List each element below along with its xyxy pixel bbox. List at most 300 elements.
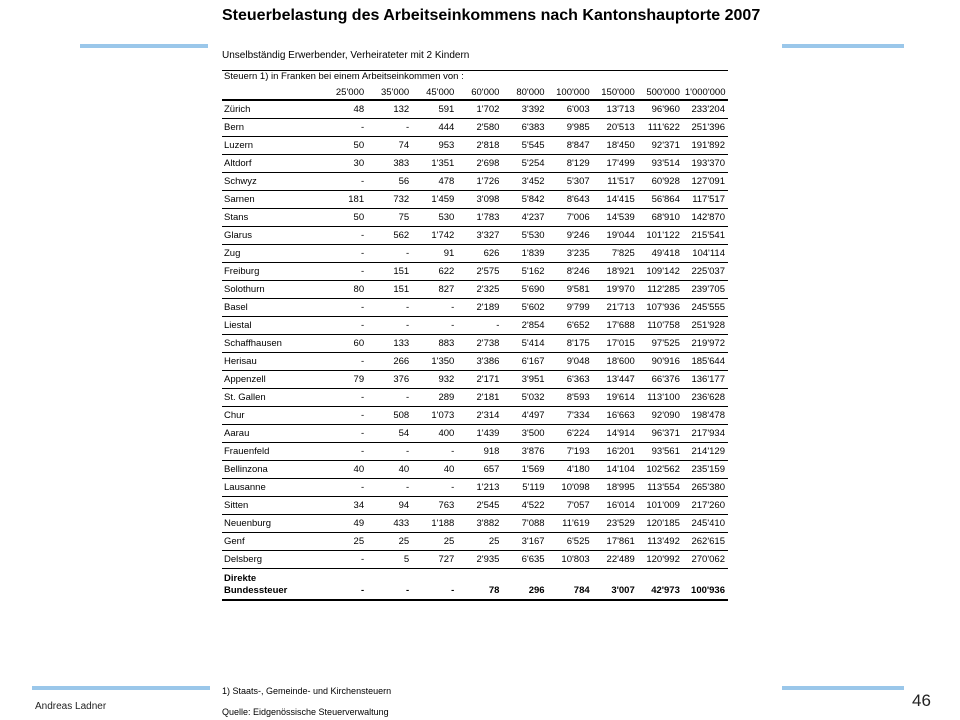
value-cell: 2'854 bbox=[502, 317, 547, 335]
value-cell: 3'392 bbox=[502, 100, 547, 119]
value-cell: 132 bbox=[367, 100, 412, 119]
value-cell: 9'985 bbox=[548, 119, 593, 137]
accent-bar-bottom-right bbox=[782, 686, 904, 690]
value-cell: 245'555 bbox=[683, 299, 728, 317]
value-cell: 101'009 bbox=[638, 497, 683, 515]
value-cell: 113'554 bbox=[638, 479, 683, 497]
value-cell: 136'177 bbox=[683, 371, 728, 389]
table-caption-row bbox=[222, 71, 728, 84]
value-cell: 433 bbox=[367, 515, 412, 533]
value-cell: 79 bbox=[322, 371, 367, 389]
author-name: Andreas Ladner bbox=[35, 701, 107, 712]
value-cell: 2'818 bbox=[457, 137, 502, 155]
value-cell: 953 bbox=[412, 137, 457, 155]
value-cell: - bbox=[367, 479, 412, 497]
value-cell: 25 bbox=[457, 533, 502, 551]
column-header: 150'000 bbox=[593, 83, 638, 100]
table-row bbox=[222, 209, 728, 227]
value-cell: 91 bbox=[412, 245, 457, 263]
value-cell: 42'973 bbox=[638, 569, 683, 601]
value-cell: 217'260 bbox=[683, 497, 728, 515]
value-cell: 21'713 bbox=[593, 299, 638, 317]
city-cell: Delsberg bbox=[222, 551, 322, 569]
value-cell: 56 bbox=[367, 173, 412, 191]
value-cell: 6'003 bbox=[548, 100, 593, 119]
city-cell: Schaffhausen bbox=[222, 335, 322, 353]
value-cell: 11'619 bbox=[548, 515, 593, 533]
value-cell: 133 bbox=[367, 335, 412, 353]
value-cell: 7'006 bbox=[548, 209, 593, 227]
value-cell: 9'581 bbox=[548, 281, 593, 299]
value-cell: 198'478 bbox=[683, 407, 728, 425]
value-cell: 13'447 bbox=[593, 371, 638, 389]
value-cell: 142'870 bbox=[683, 209, 728, 227]
value-cell: 5'119 bbox=[502, 479, 547, 497]
value-cell: 262'615 bbox=[683, 533, 728, 551]
table-row bbox=[222, 371, 728, 389]
value-cell: 54 bbox=[367, 425, 412, 443]
city-cell: Neuenburg bbox=[222, 515, 322, 533]
value-cell: 8'593 bbox=[548, 389, 593, 407]
value-cell: 5'414 bbox=[502, 335, 547, 353]
value-cell: 5'690 bbox=[502, 281, 547, 299]
value-cell: 7'334 bbox=[548, 407, 593, 425]
column-header: 35'000 bbox=[367, 83, 412, 100]
value-cell: - bbox=[367, 245, 412, 263]
value-cell: 732 bbox=[367, 191, 412, 209]
value-cell: 9'799 bbox=[548, 299, 593, 317]
value-cell: 7'088 bbox=[502, 515, 547, 533]
value-cell: 5'530 bbox=[502, 227, 547, 245]
value-cell: 25 bbox=[322, 533, 367, 551]
value-cell: 18'450 bbox=[593, 137, 638, 155]
tax-table bbox=[222, 70, 728, 601]
value-cell: 215'541 bbox=[683, 227, 728, 245]
source-note: Quelle: Eidgenössische Steuerverwaltung bbox=[222, 707, 389, 717]
city-cell: Genf bbox=[222, 533, 322, 551]
value-cell: 56'864 bbox=[638, 191, 683, 209]
value-cell: - bbox=[322, 173, 367, 191]
value-cell: 117'517 bbox=[683, 191, 728, 209]
value-cell: 1'351 bbox=[412, 155, 457, 173]
value-cell: 8'175 bbox=[548, 335, 593, 353]
table-row bbox=[222, 299, 728, 317]
value-cell: - bbox=[322, 551, 367, 569]
value-cell: 14'104 bbox=[593, 461, 638, 479]
value-cell: 97'525 bbox=[638, 335, 683, 353]
table-row bbox=[222, 461, 728, 479]
value-cell: 3'882 bbox=[457, 515, 502, 533]
value-cell: 75 bbox=[367, 209, 412, 227]
accent-bar-top-left bbox=[80, 44, 208, 48]
value-cell: 6'167 bbox=[502, 353, 547, 371]
value-cell: 236'628 bbox=[683, 389, 728, 407]
value-cell: 93'514 bbox=[638, 155, 683, 173]
value-cell: 3'007 bbox=[593, 569, 638, 601]
value-cell: 14'914 bbox=[593, 425, 638, 443]
table-row bbox=[222, 497, 728, 515]
value-cell: 8'129 bbox=[548, 155, 593, 173]
value-cell: 92'090 bbox=[638, 407, 683, 425]
city-cell: Sitten bbox=[222, 497, 322, 515]
column-header: 500'000 bbox=[638, 83, 683, 100]
total-label: Direkte Bundessteuer bbox=[222, 569, 322, 601]
value-cell: 4'237 bbox=[502, 209, 547, 227]
value-cell: 219'972 bbox=[683, 335, 728, 353]
value-cell: 478 bbox=[412, 173, 457, 191]
value-cell: 270'062 bbox=[683, 551, 728, 569]
accent-bar-bottom-left bbox=[32, 686, 210, 690]
column-header: 45'000 bbox=[412, 83, 457, 100]
value-cell: 784 bbox=[548, 569, 593, 601]
city-cell: Luzern bbox=[222, 137, 322, 155]
value-cell: - bbox=[457, 317, 502, 335]
value-cell: 17'688 bbox=[593, 317, 638, 335]
column-header-blank bbox=[222, 83, 322, 100]
value-cell: - bbox=[412, 479, 457, 497]
value-cell: 127'091 bbox=[683, 173, 728, 191]
value-cell: 1'742 bbox=[412, 227, 457, 245]
value-cell: 80 bbox=[322, 281, 367, 299]
value-cell: 49 bbox=[322, 515, 367, 533]
table-row bbox=[222, 443, 728, 461]
table-row bbox=[222, 479, 728, 497]
value-cell: - bbox=[322, 389, 367, 407]
value-cell: 17'499 bbox=[593, 155, 638, 173]
value-cell: 4'522 bbox=[502, 497, 547, 515]
value-cell: 13'713 bbox=[593, 100, 638, 119]
value-cell: 40 bbox=[412, 461, 457, 479]
value-cell: 235'159 bbox=[683, 461, 728, 479]
value-cell: 289 bbox=[412, 389, 457, 407]
table-row bbox=[222, 100, 728, 119]
value-cell: 932 bbox=[412, 371, 457, 389]
value-cell: 112'285 bbox=[638, 281, 683, 299]
city-cell: Sarnen bbox=[222, 191, 322, 209]
value-cell: 49'418 bbox=[638, 245, 683, 263]
value-cell: 6'383 bbox=[502, 119, 547, 137]
value-cell: - bbox=[322, 479, 367, 497]
value-cell: 245'410 bbox=[683, 515, 728, 533]
value-cell: - bbox=[367, 443, 412, 461]
table-row bbox=[222, 137, 728, 155]
value-cell: 5'254 bbox=[502, 155, 547, 173]
value-cell: 3'098 bbox=[457, 191, 502, 209]
column-header: 60'000 bbox=[457, 83, 502, 100]
value-cell: - bbox=[367, 569, 412, 601]
value-cell: 217'934 bbox=[683, 425, 728, 443]
value-cell: 120'992 bbox=[638, 551, 683, 569]
value-cell: - bbox=[367, 317, 412, 335]
value-cell: 90'916 bbox=[638, 353, 683, 371]
value-cell: 239'705 bbox=[683, 281, 728, 299]
value-cell: 18'995 bbox=[593, 479, 638, 497]
city-cell: Herisau bbox=[222, 353, 322, 371]
value-cell: 30 bbox=[322, 155, 367, 173]
column-header: 1'000'000 bbox=[683, 83, 728, 100]
value-cell: 508 bbox=[367, 407, 412, 425]
value-cell: - bbox=[322, 245, 367, 263]
value-cell: 6'635 bbox=[502, 551, 547, 569]
value-cell: 883 bbox=[412, 335, 457, 353]
value-cell: - bbox=[412, 569, 457, 601]
value-cell: 251'928 bbox=[683, 317, 728, 335]
value-cell: - bbox=[322, 443, 367, 461]
value-cell: - bbox=[322, 119, 367, 137]
value-cell: 2'325 bbox=[457, 281, 502, 299]
table-row bbox=[222, 353, 728, 371]
value-cell: 40 bbox=[322, 461, 367, 479]
value-cell: 2'698 bbox=[457, 155, 502, 173]
value-cell: 1'073 bbox=[412, 407, 457, 425]
page-number: 46 bbox=[912, 691, 931, 710]
table-row bbox=[222, 227, 728, 245]
value-cell: 622 bbox=[412, 263, 457, 281]
value-cell: 5'602 bbox=[502, 299, 547, 317]
value-cell: 251'396 bbox=[683, 119, 728, 137]
value-cell: - bbox=[412, 299, 457, 317]
value-cell: 181 bbox=[322, 191, 367, 209]
value-cell: 19'614 bbox=[593, 389, 638, 407]
value-cell: 120'185 bbox=[638, 515, 683, 533]
city-cell: Chur bbox=[222, 407, 322, 425]
value-cell: 7'057 bbox=[548, 497, 593, 515]
value-cell: - bbox=[367, 299, 412, 317]
value-cell: 9'048 bbox=[548, 353, 593, 371]
value-cell: 113'492 bbox=[638, 533, 683, 551]
table-row bbox=[222, 191, 728, 209]
value-cell: 562 bbox=[367, 227, 412, 245]
table-row bbox=[222, 155, 728, 173]
table-row bbox=[222, 119, 728, 137]
city-cell: Schwyz bbox=[222, 173, 322, 191]
value-cell: 727 bbox=[412, 551, 457, 569]
value-cell: 100'936 bbox=[683, 569, 728, 601]
value-cell: 225'037 bbox=[683, 263, 728, 281]
column-header: 100'000 bbox=[548, 83, 593, 100]
value-cell: 110'758 bbox=[638, 317, 683, 335]
value-cell: 2'738 bbox=[457, 335, 502, 353]
city-cell: Basel bbox=[222, 299, 322, 317]
value-cell: 3'167 bbox=[502, 533, 547, 551]
value-cell: 6'652 bbox=[548, 317, 593, 335]
value-cell: 151 bbox=[367, 281, 412, 299]
value-cell: 19'970 bbox=[593, 281, 638, 299]
value-cell: 1'213 bbox=[457, 479, 502, 497]
value-cell: 93'561 bbox=[638, 443, 683, 461]
value-cell: 19'044 bbox=[593, 227, 638, 245]
column-header: 25'000 bbox=[322, 83, 367, 100]
value-cell: - bbox=[412, 317, 457, 335]
table-row bbox=[222, 425, 728, 443]
value-cell: 7'193 bbox=[548, 443, 593, 461]
value-cell: 8'847 bbox=[548, 137, 593, 155]
value-cell: 94 bbox=[367, 497, 412, 515]
value-cell: 1'459 bbox=[412, 191, 457, 209]
value-cell: 1'839 bbox=[502, 245, 547, 263]
table-row bbox=[222, 245, 728, 263]
value-cell: 6'224 bbox=[548, 425, 593, 443]
value-cell: 109'142 bbox=[638, 263, 683, 281]
value-cell: - bbox=[322, 227, 367, 245]
header-caption: Steuern 1) in Franken bei einem Arbeitseinkommen von : bbox=[224, 71, 464, 82]
value-cell: 827 bbox=[412, 281, 457, 299]
value-cell: 2'189 bbox=[457, 299, 502, 317]
city-cell: Freiburg bbox=[222, 263, 322, 281]
value-cell: 918 bbox=[457, 443, 502, 461]
value-cell: 6'525 bbox=[548, 533, 593, 551]
value-cell: 10'098 bbox=[548, 479, 593, 497]
value-cell: 18'600 bbox=[593, 353, 638, 371]
footnote: 1) Staats-, Gemeinde- und Kirchensteuern bbox=[222, 686, 392, 696]
value-cell: 5'032 bbox=[502, 389, 547, 407]
value-cell: 591 bbox=[412, 100, 457, 119]
value-cell: 2'545 bbox=[457, 497, 502, 515]
value-cell: 2'575 bbox=[457, 263, 502, 281]
table-row bbox=[222, 263, 728, 281]
value-cell: 5'307 bbox=[548, 173, 593, 191]
value-cell: 40 bbox=[367, 461, 412, 479]
table-subtitle: Unselbständig Erwerbender, Verheirateter mit 2 Kindern bbox=[222, 50, 470, 61]
city-cell: Frauenfeld bbox=[222, 443, 322, 461]
value-cell: 191'892 bbox=[683, 137, 728, 155]
value-cell: 3'327 bbox=[457, 227, 502, 245]
table-row bbox=[222, 551, 728, 569]
value-cell: 4'180 bbox=[548, 461, 593, 479]
value-cell: 7'825 bbox=[593, 245, 638, 263]
value-cell: 383 bbox=[367, 155, 412, 173]
value-cell: - bbox=[367, 389, 412, 407]
value-cell: 74 bbox=[367, 137, 412, 155]
value-cell: 1'569 bbox=[502, 461, 547, 479]
column-header: 80'000 bbox=[502, 83, 547, 100]
table-row bbox=[222, 335, 728, 353]
value-cell: 2'314 bbox=[457, 407, 502, 425]
value-cell: 34 bbox=[322, 497, 367, 515]
city-cell: Solothurn bbox=[222, 281, 322, 299]
value-cell: 60 bbox=[322, 335, 367, 353]
value-cell: 265'380 bbox=[683, 479, 728, 497]
value-cell: 1'783 bbox=[457, 209, 502, 227]
value-cell: 3'386 bbox=[457, 353, 502, 371]
value-cell: - bbox=[322, 263, 367, 281]
value-cell: 763 bbox=[412, 497, 457, 515]
value-cell: 20'513 bbox=[593, 119, 638, 137]
table-row bbox=[222, 317, 728, 335]
value-cell: - bbox=[322, 299, 367, 317]
value-cell: 96'371 bbox=[638, 425, 683, 443]
value-cell: 3'951 bbox=[502, 371, 547, 389]
value-cell: 23'529 bbox=[593, 515, 638, 533]
value-cell: 530 bbox=[412, 209, 457, 227]
value-cell: 444 bbox=[412, 119, 457, 137]
value-cell: 22'489 bbox=[593, 551, 638, 569]
value-cell: - bbox=[322, 353, 367, 371]
value-cell: 17'015 bbox=[593, 335, 638, 353]
value-cell: 4'497 bbox=[502, 407, 547, 425]
value-cell: 1'439 bbox=[457, 425, 502, 443]
value-cell: 104'114 bbox=[683, 245, 728, 263]
total-row bbox=[222, 569, 728, 601]
value-cell: 266 bbox=[367, 353, 412, 371]
value-cell: 1'726 bbox=[457, 173, 502, 191]
value-cell: 2'935 bbox=[457, 551, 502, 569]
value-cell: 25 bbox=[367, 533, 412, 551]
table-row bbox=[222, 515, 728, 533]
value-cell: 3'500 bbox=[502, 425, 547, 443]
value-cell: 96'960 bbox=[638, 100, 683, 119]
value-cell: 9'246 bbox=[548, 227, 593, 245]
accent-bar-top-right bbox=[782, 44, 904, 48]
table-row bbox=[222, 281, 728, 299]
value-cell: 60'928 bbox=[638, 173, 683, 191]
value-cell: 78 bbox=[457, 569, 502, 601]
value-cell: 3'452 bbox=[502, 173, 547, 191]
value-cell: 400 bbox=[412, 425, 457, 443]
column-header-row bbox=[222, 83, 728, 100]
value-cell: - bbox=[367, 119, 412, 137]
page-title: Steuerbelastung des Arbeitseinkommens nach Kantonshauptorte 2007 bbox=[222, 7, 761, 24]
value-cell: 1'350 bbox=[412, 353, 457, 371]
city-cell: Bern bbox=[222, 119, 322, 137]
value-cell: 6'363 bbox=[548, 371, 593, 389]
value-cell: 111'622 bbox=[638, 119, 683, 137]
value-cell: 1'188 bbox=[412, 515, 457, 533]
value-cell: 5'545 bbox=[502, 137, 547, 155]
value-cell: 101'122 bbox=[638, 227, 683, 245]
city-cell: Zürich bbox=[222, 100, 322, 119]
value-cell: 102'562 bbox=[638, 461, 683, 479]
value-cell: 16'014 bbox=[593, 497, 638, 515]
table-row bbox=[222, 173, 728, 191]
value-cell: 66'376 bbox=[638, 371, 683, 389]
value-cell: 107'936 bbox=[638, 299, 683, 317]
value-cell: 185'644 bbox=[683, 353, 728, 371]
value-cell: 8'246 bbox=[548, 263, 593, 281]
value-cell: 11'517 bbox=[593, 173, 638, 191]
value-cell: 2'171 bbox=[457, 371, 502, 389]
value-cell: - bbox=[322, 317, 367, 335]
table-row bbox=[222, 533, 728, 551]
value-cell: - bbox=[322, 425, 367, 443]
value-cell: 16'201 bbox=[593, 443, 638, 461]
table-body bbox=[222, 100, 728, 600]
value-cell: 17'861 bbox=[593, 533, 638, 551]
value-cell: 14'539 bbox=[593, 209, 638, 227]
city-cell: St. Gallen bbox=[222, 389, 322, 407]
value-cell: 657 bbox=[457, 461, 502, 479]
value-cell: 50 bbox=[322, 137, 367, 155]
value-cell: 5'162 bbox=[502, 263, 547, 281]
table-row bbox=[222, 389, 728, 407]
value-cell: 68'910 bbox=[638, 209, 683, 227]
value-cell: 626 bbox=[457, 245, 502, 263]
city-cell: Aarau bbox=[222, 425, 322, 443]
value-cell: 5'842 bbox=[502, 191, 547, 209]
value-cell: 3'876 bbox=[502, 443, 547, 461]
value-cell: - bbox=[412, 443, 457, 461]
value-cell: 10'803 bbox=[548, 551, 593, 569]
value-cell: 376 bbox=[367, 371, 412, 389]
value-cell: 48 bbox=[322, 100, 367, 119]
value-cell: 25 bbox=[412, 533, 457, 551]
value-cell: 2'181 bbox=[457, 389, 502, 407]
city-cell: Lausanne bbox=[222, 479, 322, 497]
value-cell: 5 bbox=[367, 551, 412, 569]
value-cell: - bbox=[322, 407, 367, 425]
value-cell: 214'129 bbox=[683, 443, 728, 461]
city-cell: Bellinzona bbox=[222, 461, 322, 479]
